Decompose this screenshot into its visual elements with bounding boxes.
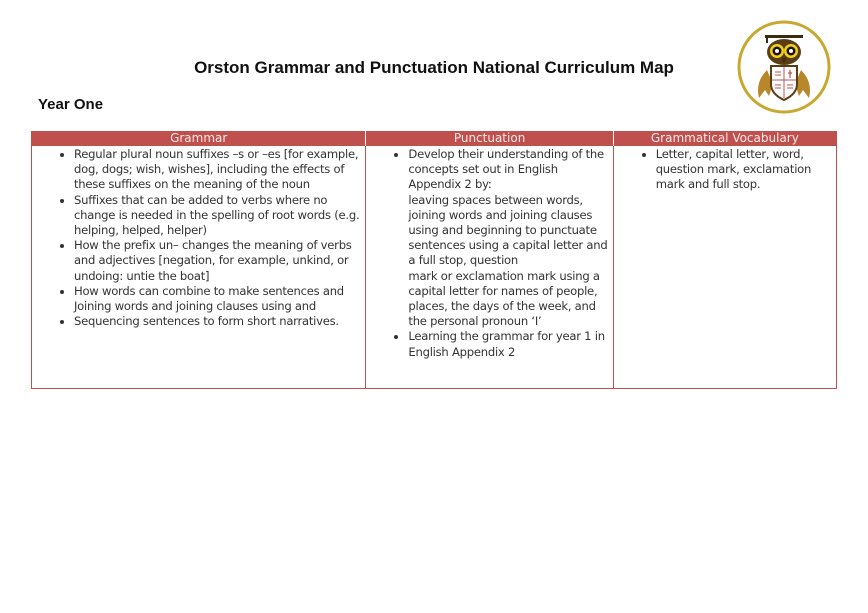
list-item: • Sequencing sentences to form short narratives. <box>74 314 365 329</box>
list-item: • Suffixes that can be added to verbs where no change is needed in the spelling of root words (e.g. helping, helped, helper) <box>74 193 365 239</box>
curriculum-table <box>31 131 837 389</box>
vocabulary-list <box>614 147 836 193</box>
vocabulary-cell <box>613 146 836 389</box>
column-header-vocabulary: Grammatical Vocabulary <box>613 131 836 146</box>
punctuation-text-line: leaving spaces between words, joining words and joining clauses using and beginning to punctuate sentences using a capital letter and a full stop, question <box>408 192 608 268</box>
table-header-row <box>32 131 837 146</box>
punctuation-list <box>366 147 612 360</box>
punctuation-text-line: • Develop their understanding of the concepts set out in English Appendix 2 by: <box>408 147 604 192</box>
table-row <box>32 146 837 389</box>
punctuation-text-line: mark or exclamation mark using a capital letter for names of people, places, the days of the week, and the personal pronoun ‘I’ <box>408 268 600 329</box>
page-title-text: Orston Grammar and Punctuation National Curriculum Map <box>194 58 674 77</box>
owl-school-crest-icon <box>737 20 831 114</box>
punctuation-cell <box>366 146 613 389</box>
list-item: • Letter, capital letter, word, question mark, exclamation mark and full stop. <box>656 147 836 193</box>
list-item: • How the prefix un– changes the meaning of verbs and adjectives [negation, for example, unkind, or undoing: untie the boat] <box>74 238 365 284</box>
list-item <box>408 147 612 329</box>
grammar-list <box>32 147 365 329</box>
section-heading: Year One <box>38 96 104 113</box>
list-item: • Regular plural noun suffixes –s or –es [for example, dog, dogs; wish, wishes], including the effects of these suffixes on the meaning of the noun <box>74 147 365 193</box>
column-header-punctuation: Punctuation <box>366 131 613 146</box>
column-header-grammar: Grammar <box>32 131 366 146</box>
list-item: • Learning the grammar for year 1 in English Appendix 2 <box>408 329 612 359</box>
grammar-cell <box>32 146 366 389</box>
list-item: • How words can combine to make sentences and Joining words and joining clauses using and <box>74 284 365 314</box>
